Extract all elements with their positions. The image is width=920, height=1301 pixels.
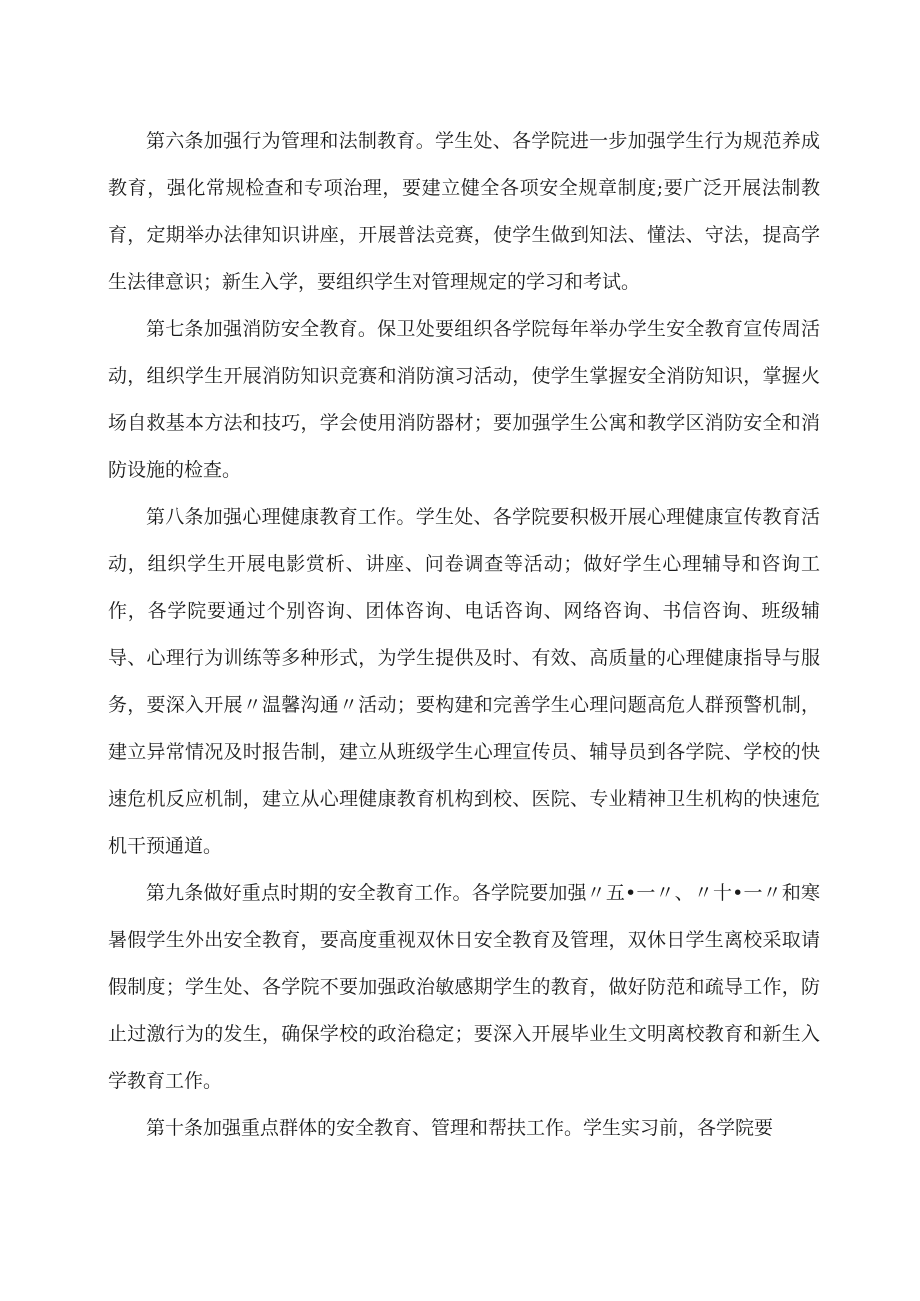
paragraph-article-7: 第七条加强消防安全教育。保卫处要组织各学院每年举办学生安全教育宣传周活动，组织学生开展消防知识竞赛和消防演习活动，使学生掌握安全消防知识，掌握火场自救基本方法和技巧，学会使用消防器材；要加强学生公寓和教学区消防安全和消防设施的检查。	[108, 318, 820, 481]
paragraph-article-10: 第十条加强重点群体的安全教育、管理和帮扶工作。学生实习前，各学院要	[146, 1117, 774, 1139]
paragraph-article-8: 第八条加强心理健康教育工作。学生处、各学院要积极开展心理健康宣传教育活动，组织学生开展电影赏析、讲座、问卷调查等活动；做好学生心理辅导和咨询工作，各学院要通过个别咨询、团体咨询、电话咨询、网络咨询、书信咨询、班级辅导、心理行为训练等多种形式，为学生提供及时、有效、高质量的心理健康指导与服务，要深入开展〃温馨沟通〃活动；要构建和完善学生心理问题高危人群预警机制，建立异常情况及时报告制，建立从班级学生心理宣传员、辅导员到各学院、学校的快速危机反应机制，建立从心理健康教育机构到校、医院、专业精神卫生机构的快速危机干预通道。	[108, 506, 820, 857]
document-body	[108, 118, 820, 1152]
paragraph-article-9: 第九条做好重点时期的安全教育工作。各学院要加强〃五•一〃、〃十•一〃和寒暑假学生外出安全教育，要高度重视双休日安全教育及管理，双休日学生离校采取请假制度；学生处、各学院不要加强政治敏感期学生的教育，做好防范和疏导工作，防止过激行为的发生，确保学校的政治稳定；要深入开展毕业生文明离校教育和新生入学教育工作。	[108, 882, 820, 1092]
paragraph-article-6: 第六条加强行为管理和法制教育。学生处、各学院进一步加强学生行为规范养成教育，强化常规检查和专项治理，要建立健全各项安全规章制度;要广泛开展法制教育，定期举办法律知识讲座，开展普法竞赛，使学生做到知法、懂法、守法，提高学生法律意识；新生入学，要组织学生对管理规定的学习和考试。	[108, 130, 820, 293]
